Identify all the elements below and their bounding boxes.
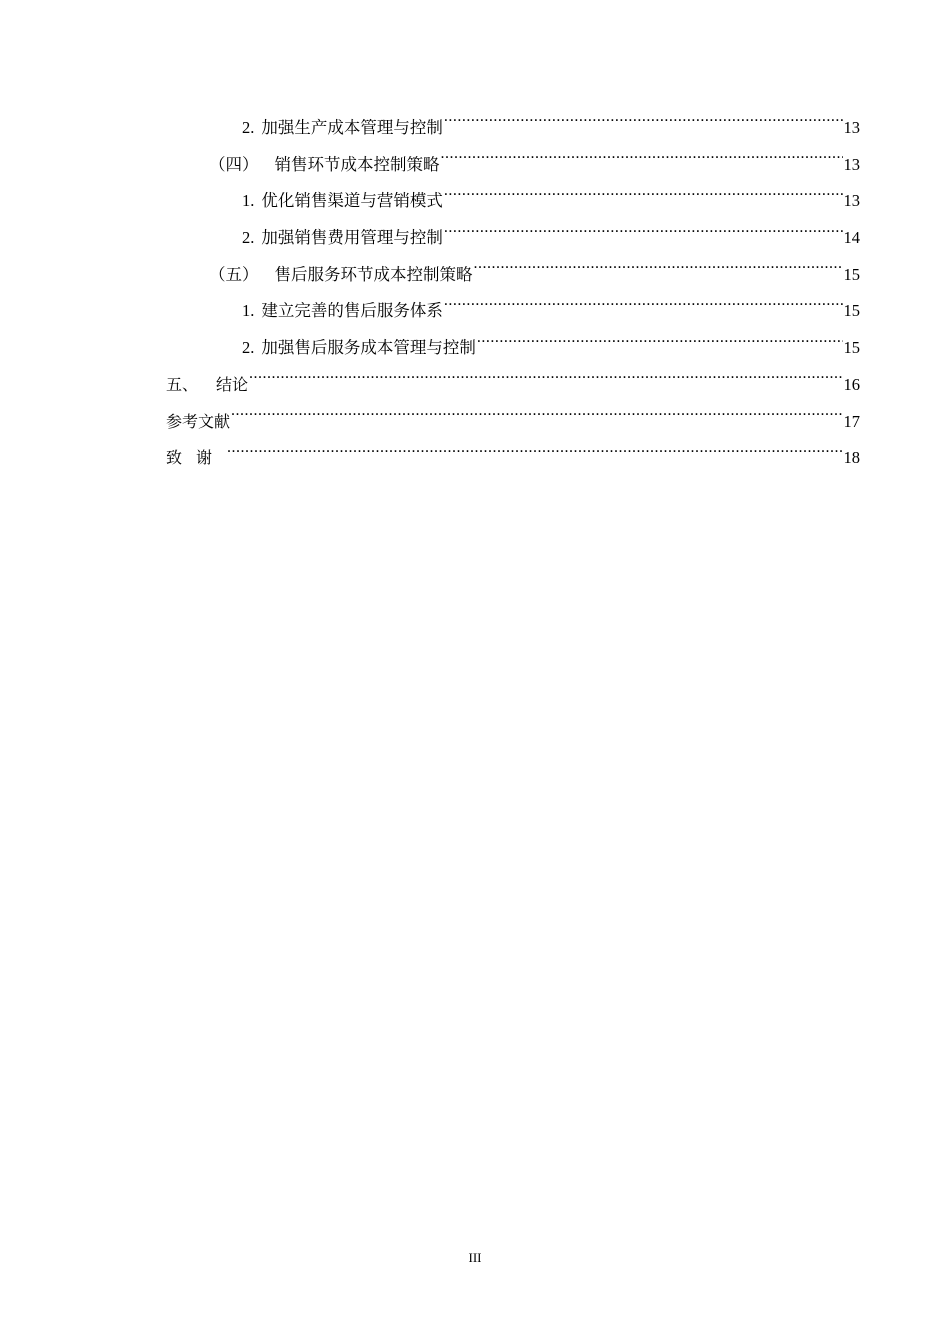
toc-leader-dots bbox=[444, 227, 843, 244]
toc-entry-page: 16 bbox=[843, 374, 860, 394]
toc-entry-page: 15 bbox=[843, 338, 860, 358]
toc-entry-page: 14 bbox=[843, 228, 860, 248]
toc-entry[interactable] bbox=[166, 367, 860, 404]
toc-leader-dots bbox=[249, 374, 842, 390]
toc-entry-number: 2. bbox=[242, 118, 255, 137]
toc-entry[interactable] bbox=[166, 293, 860, 330]
toc-entry-title: 加强生产成本管理与控制 bbox=[261, 118, 443, 137]
toc-entry[interactable] bbox=[166, 330, 860, 367]
toc-entry-number: 1. bbox=[242, 191, 255, 211]
toc-entry[interactable] bbox=[166, 404, 860, 441]
toc-entry-title: 加强售后服务成本管理与控制 bbox=[261, 338, 476, 358]
page-number-footer: III bbox=[468, 1250, 482, 1265]
toc-entry-page: 13 bbox=[843, 154, 860, 174]
toc-leader-dots bbox=[444, 300, 843, 317]
table-of-contents bbox=[166, 110, 860, 477]
toc-leader-dots bbox=[474, 263, 843, 280]
toc-entry[interactable] bbox=[166, 147, 860, 184]
toc-entry-number: （四） bbox=[209, 154, 259, 174]
toc-entry-number: （五） bbox=[209, 264, 259, 284]
toc-leader-dots bbox=[231, 411, 842, 427]
toc-entry[interactable] bbox=[166, 257, 860, 294]
toc-entry[interactable] bbox=[166, 183, 860, 220]
toc-entry-title: 结论 bbox=[216, 374, 249, 394]
toc-leader-dots bbox=[227, 447, 842, 463]
toc-entry-page: 15 bbox=[843, 301, 860, 321]
toc-entry[interactable] bbox=[166, 440, 860, 477]
toc-leader-dots bbox=[444, 117, 843, 134]
toc-entry-number: 2. bbox=[242, 338, 255, 358]
toc-entry-page: 18 bbox=[843, 448, 860, 468]
toc-entry-page: 13 bbox=[843, 191, 860, 211]
toc-entry-page: 13 bbox=[843, 118, 860, 137]
toc-entry-page: 15 bbox=[843, 264, 860, 284]
toc-leader-dots bbox=[444, 190, 843, 207]
toc-entry-title: 参考文献 bbox=[166, 411, 231, 431]
toc-entry-title: 售后服务环节成本控制策略 bbox=[274, 264, 473, 284]
toc-leader-dots bbox=[441, 153, 843, 170]
toc-entry-title: 优化销售渠道与营销模式 bbox=[261, 191, 443, 211]
toc-entry-title: 建立完善的售后服务体系 bbox=[261, 301, 443, 321]
toc-entry-title: 加强销售费用管理与控制 bbox=[261, 228, 443, 248]
toc-entry-number: 五、 bbox=[166, 374, 199, 394]
toc-entry[interactable] bbox=[166, 220, 860, 257]
toc-entry-page: 17 bbox=[843, 411, 860, 431]
toc-entry-number: 1. bbox=[242, 301, 255, 321]
toc-entry-number: 2. bbox=[242, 228, 255, 248]
toc-entry-title: 销售环节成本控制策略 bbox=[274, 154, 440, 174]
toc-leader-dots bbox=[477, 337, 843, 354]
toc-entry-title: 致谢 bbox=[166, 448, 227, 468]
toc-entry[interactable] bbox=[166, 110, 860, 147]
